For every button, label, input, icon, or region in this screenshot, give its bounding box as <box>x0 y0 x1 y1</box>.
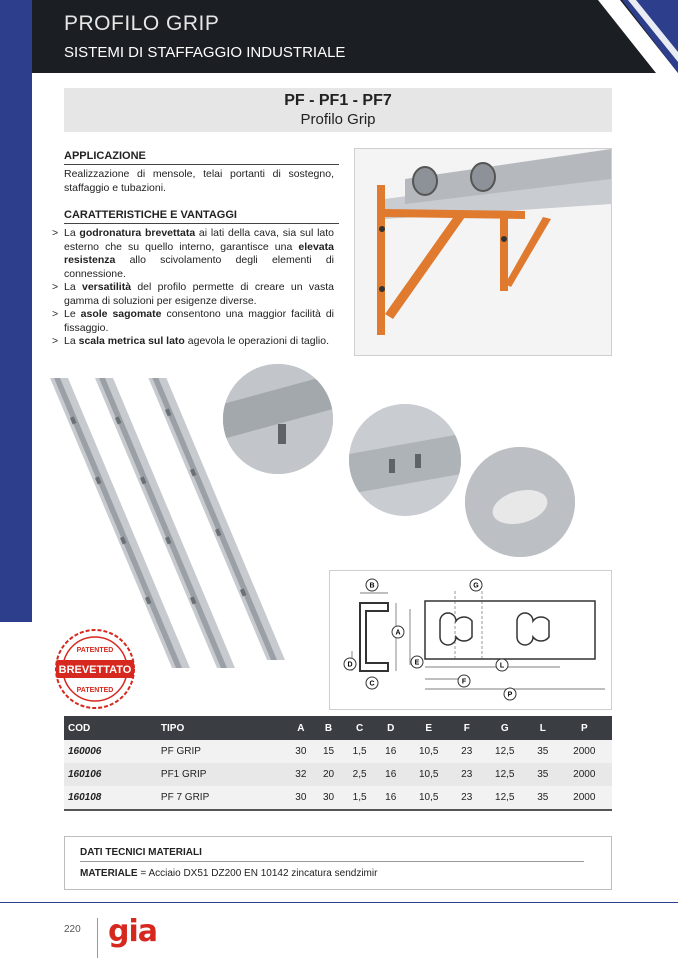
col-header: L <box>529 716 557 740</box>
header-title: PROFILO GRIP <box>64 12 220 35</box>
materials-label: MATERIALE <box>80 868 138 879</box>
table-cell: 23 <box>453 740 481 763</box>
table-cell: PF GRIP <box>157 740 287 763</box>
page-number: 220 <box>64 924 81 935</box>
detail-knurling-photo <box>223 364 333 474</box>
product-name: Profilo Grip <box>300 111 376 128</box>
table-cell: 160006 <box>64 740 157 763</box>
product-title-box <box>64 88 612 132</box>
materials-value <box>80 868 377 879</box>
caratteristiche-heading: CARATTERISTICHE E VANTAGGI <box>64 209 339 224</box>
applicazione-text: Realizzazione di mensole, telai portanti di sostegno, staffaggio e tubazioni. <box>64 168 334 194</box>
table-cell: 2000 <box>557 763 612 786</box>
list-item: > La scala metrica sul lato agevola le operazioni di taglio. <box>52 335 334 349</box>
table-cell: 2,5 <box>342 763 377 786</box>
dim-label-p: P <box>507 691 513 699</box>
table-cell: 10,5 <box>405 740 453 763</box>
table-cell: 12,5 <box>481 786 529 809</box>
col-header: E <box>405 716 453 740</box>
table-cell: 30 <box>287 740 315 763</box>
table-row <box>64 763 612 786</box>
table-cell: 35 <box>529 786 557 809</box>
list-item: > La godronatura brevettata ai lati della cava, sia sul lato esterno che su quello interno, garantisce una elevata resistenza allo scivolamento degli elementi di connessione. <box>52 227 334 281</box>
table-cell: 160108 <box>64 786 157 809</box>
dim-label-e: E <box>414 659 420 667</box>
dim-label-l: L <box>499 662 505 670</box>
table-cell: 16 <box>377 763 405 786</box>
col-header: F <box>453 716 481 740</box>
dim-label-b: B <box>369 582 375 590</box>
table-cell: 1,5 <box>342 786 377 809</box>
dim-label-c: C <box>369 680 375 688</box>
side-accent-bar <box>0 0 32 622</box>
table-cell: 2000 <box>557 740 612 763</box>
col-header: D <box>377 716 405 740</box>
detail-shaped-slot-photo <box>465 447 575 557</box>
table-cell: 16 <box>377 740 405 763</box>
materials-box <box>64 836 612 890</box>
brevettato-badge <box>54 628 136 710</box>
detail-slot-photo <box>349 404 461 516</box>
col-header: P <box>557 716 612 740</box>
footer-divider <box>97 918 98 958</box>
col-header: B <box>315 716 343 740</box>
list-item: > Le asole sagomate consentono una maggior facilità di fissaggio. <box>52 308 334 335</box>
table-cell: 12,5 <box>481 763 529 786</box>
application-photo <box>354 148 612 356</box>
col-header: C <box>342 716 377 740</box>
table-cell: 23 <box>453 763 481 786</box>
header-stripes-decoration <box>558 0 678 73</box>
badge-bottom-text: PATENTED <box>76 687 114 694</box>
col-header: COD <box>64 716 157 740</box>
table-cell: 20 <box>315 763 343 786</box>
table-row <box>64 786 612 809</box>
gia-logo: gia <box>108 914 158 949</box>
page-header <box>32 0 678 73</box>
table-cell: 15 <box>315 740 343 763</box>
applicazione-heading: APPLICAZIONE <box>64 150 339 165</box>
header-subtitle: SISTEMI DI STAFFAGGIO INDUSTRIALE <box>64 44 346 61</box>
dim-label-d: D <box>347 661 353 669</box>
table-cell: 2000 <box>557 786 612 809</box>
table-cell: 30 <box>287 786 315 809</box>
dim-label-g: G <box>473 582 479 590</box>
table-cell: 35 <box>529 740 557 763</box>
table-cell: 1,5 <box>342 740 377 763</box>
table-cell: 10,5 <box>405 786 453 809</box>
dim-label-a: A <box>395 629 401 637</box>
table-bottom-rule <box>64 809 612 811</box>
materials-text: = Acciaio DX51 DZ200 EN 10142 zincatura sendzimir <box>137 868 378 879</box>
list-item: > La versatilità del profilo permette di creare un vasta gamma di soluzioni per esigenze diverse. <box>52 281 334 308</box>
technical-drawing <box>329 570 612 710</box>
table-cell: 35 <box>529 763 557 786</box>
table-cell: 16 <box>377 786 405 809</box>
table-row <box>64 740 612 763</box>
spec-table <box>64 716 612 809</box>
col-header: TIPO <box>157 716 287 740</box>
footer-rule <box>0 902 678 903</box>
col-header: G <box>481 716 529 740</box>
table-cell: 10,5 <box>405 763 453 786</box>
col-header: A <box>287 716 315 740</box>
table-cell: 160106 <box>64 763 157 786</box>
badge-main-text: BREVETTATO <box>58 664 132 676</box>
product-codes: PF - PF1 - PF7 <box>284 92 392 109</box>
caratteristiche-list <box>52 227 334 349</box>
badge-top-text: PATENTED <box>76 647 114 654</box>
materials-heading: DATI TECNICI MATERIALI <box>80 847 584 862</box>
table-cell: 12,5 <box>481 740 529 763</box>
table-cell: PF1 GRIP <box>157 763 287 786</box>
table-cell: 30 <box>315 786 343 809</box>
table-cell: PF 7 GRIP <box>157 786 287 809</box>
table-header-row <box>64 716 612 740</box>
table-cell: 23 <box>453 786 481 809</box>
table-cell: 32 <box>287 763 315 786</box>
dim-label-f: F <box>461 678 467 686</box>
